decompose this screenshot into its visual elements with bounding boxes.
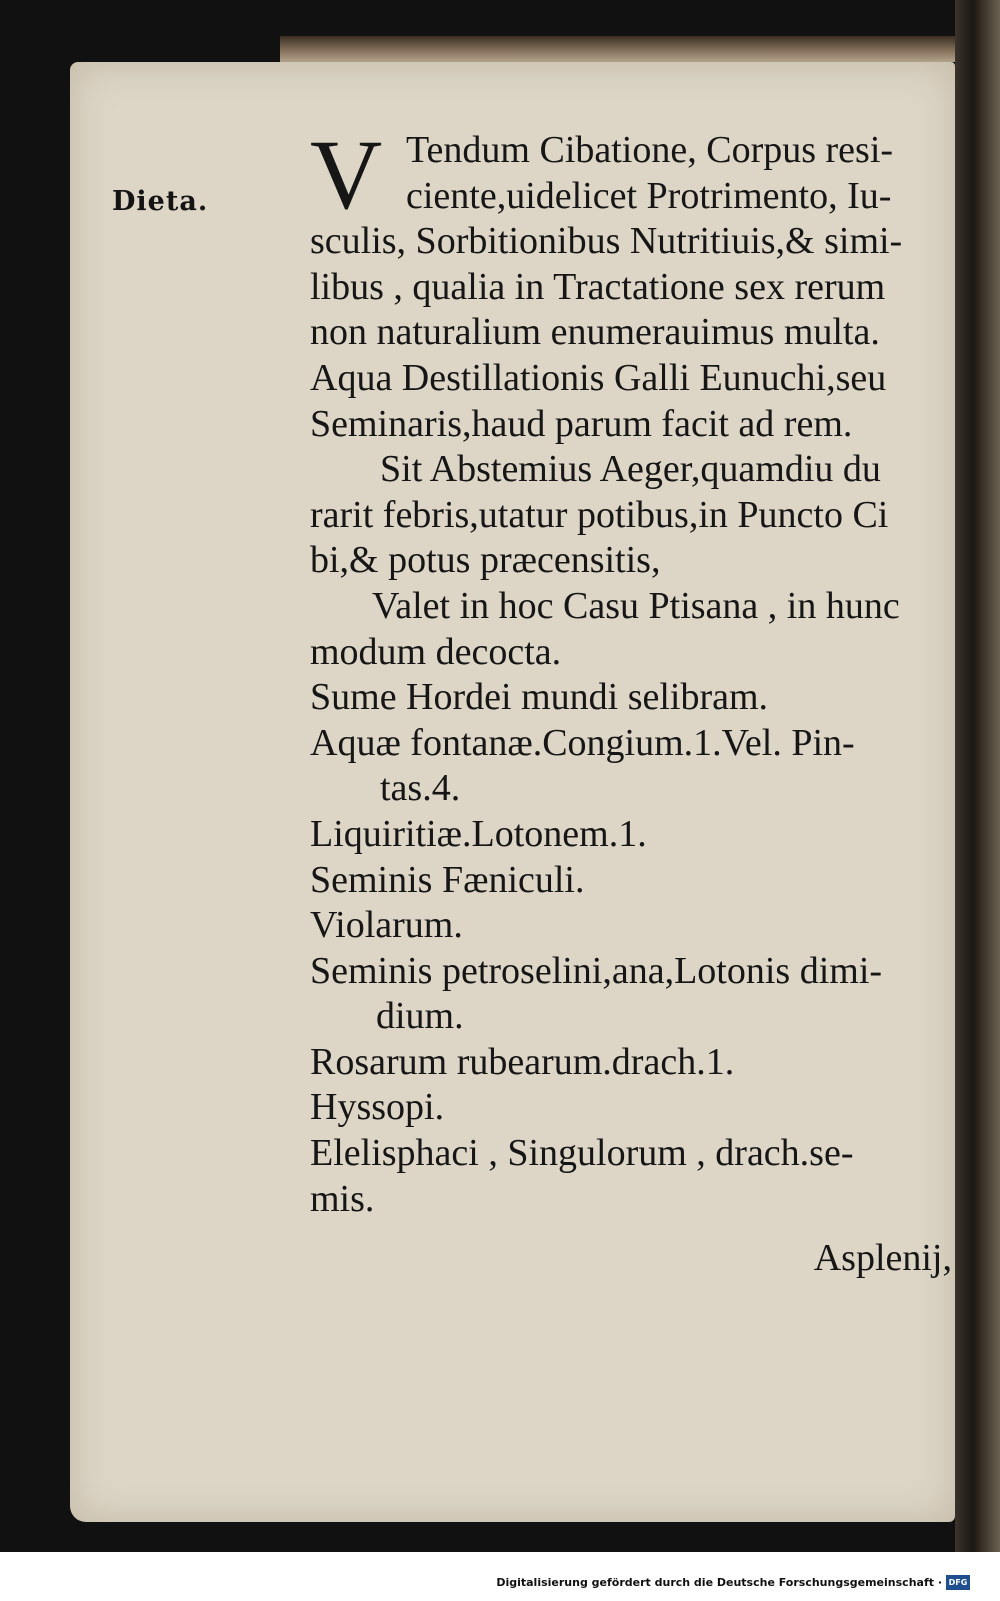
recipe-line: Rosarum rubearum.drach.1. bbox=[310, 1040, 735, 1083]
catchword: Asplenij, bbox=[813, 1237, 952, 1280]
text-line: rarit febris,utatur potibus,in Puncto Ci bbox=[310, 493, 889, 536]
recipe-line: Violarum. bbox=[310, 904, 463, 947]
spacer bbox=[310, 1222, 962, 1236]
body-text bbox=[310, 119, 962, 1282]
text-line: sculis, Sorbitionibus Nutritiuis,& simi- bbox=[310, 220, 903, 263]
recipe-line: Sume Hordei mundi selibram. bbox=[310, 676, 769, 719]
footer-bar bbox=[0, 1552, 1000, 1601]
text-line: Seminaris,haud parum facit ad rem. bbox=[310, 402, 853, 445]
recipe-line: Liquiritiæ.Lotonem.1. bbox=[310, 812, 647, 855]
recipe-line: tas.4. bbox=[380, 767, 461, 810]
recipe-line: mis. bbox=[310, 1177, 375, 1220]
text-line: bi,& potus præcensitis, bbox=[310, 539, 661, 582]
text-line: Tendum Cibatione, Corpus resi- bbox=[406, 129, 894, 171]
text-line: libus , qualia in Tractatione sex rerum bbox=[310, 265, 886, 308]
recipe-line: Hyssopi. bbox=[310, 1086, 445, 1129]
text-line: ciente,uidelicet Protrimento, Iu- bbox=[406, 174, 892, 217]
recipe-line: Seminis Fæniculi. bbox=[310, 858, 585, 901]
text-line: modum decocta. bbox=[310, 630, 562, 673]
recipe-line: Seminis petroselini,ana,Lotonis dimi- bbox=[310, 949, 883, 992]
dfg-logo-icon: DFG bbox=[946, 1575, 970, 1590]
recipe-line: dium. bbox=[376, 995, 464, 1038]
text-line: Valet in hoc Casu Ptisana , in hunc bbox=[372, 584, 900, 627]
book-top-edge bbox=[280, 36, 1000, 62]
text-line: Sit Abstemius Aeger,quamdiu du bbox=[380, 448, 881, 491]
footer-credit: Digitalisierung gefördert durch die Deutsche Forschungsgemeinschaft · bbox=[496, 1576, 942, 1589]
text-line: non naturalium enumerauimus multa. bbox=[310, 311, 880, 354]
recipe-line: Aquæ fontanæ.Congium.1.Vel. Pin- bbox=[310, 721, 855, 764]
text-line: Aqua Destillationis Galli Eunuchi,seu bbox=[310, 356, 887, 399]
opening-paragraph bbox=[310, 119, 962, 230]
marginal-note: Dieta. bbox=[112, 186, 209, 217]
drop-cap: V bbox=[310, 119, 383, 230]
recipe-line: Elelisphaci , Singulorum , drach.se- bbox=[310, 1132, 854, 1175]
